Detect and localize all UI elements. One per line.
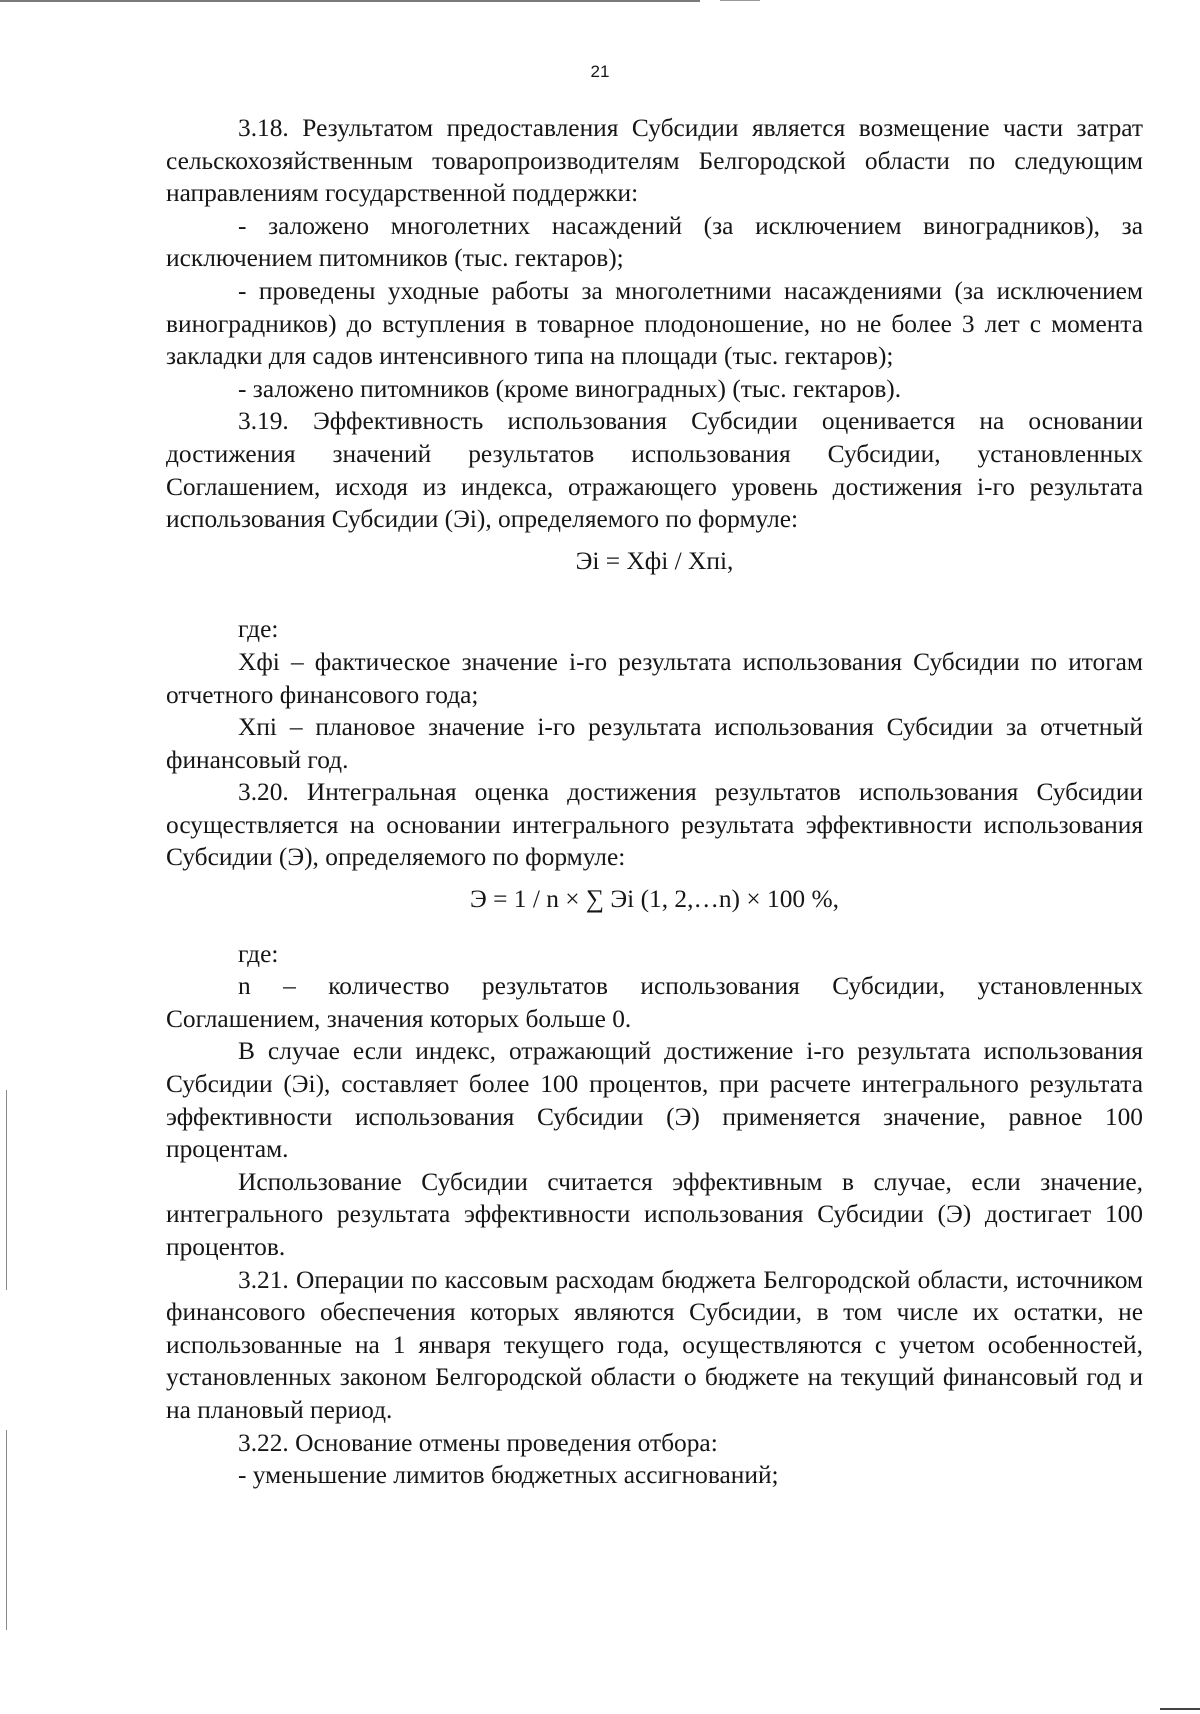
definition-n: n – количество результатов использования Субсидии, установленных Соглашением, значения которых больше 0.	[166, 972, 1143, 1033]
paragraph-3-18: 3.18. Результатом предоставления Субсидии является возмещение части затрат сельскохозяйственным товаропроизводителям Белгородской области по следующим направлениям государственной поддержки:	[166, 114, 1143, 208]
list-item-maintenance: - проведены уходные работы за многолетними насаждениями (за исключением виноградников) до вступления в товарное плодоношение, но не более 3 лет с момента закладки для садов интенсивного типа на площади (тыс. гектаров);	[166, 276, 1143, 371]
list-item-planting: - заложено многолетних насаждений (за исключением виноградников), за исключением питомников (тыс. гектаров);	[166, 211, 1143, 273]
scan-edge-line	[720, 0, 760, 1]
page-number: 21	[590, 62, 610, 81]
where-label: где:	[238, 615, 279, 644]
where-label: где:	[238, 939, 279, 968]
scan-edge-line	[6, 1430, 7, 1630]
paragraph-effective: Использование Субсидии считается эффективным в случае, если значение, интегрального результата эффективности использования Субсидии (Э) достигает 100 процентов.	[166, 1167, 1143, 1261]
formula-integral-estimate: Э = 1 / n × ∑ Эi (1, 2,…n) × 100 %,	[470, 885, 839, 914]
paragraph-3-22: 3.22. Основание отмены проведения отбора:	[238, 1428, 718, 1457]
paragraph-3-20: 3.20. Интегральная оценка достижения результатов использования Субсидии осуществляется на основании интегрального результата эффективности использования Субсидии (Э), определяемого по формуле:	[166, 778, 1143, 872]
scan-edge-line	[6, 1090, 7, 1290]
paragraph-over-100: В случае если индекс, отражающий достижение i-го результата использования Субсидии (Эi), составляет более 100 процентов, при расчете интегрального результата эффективности использования Субсидии (Э) применяется значение, равное 100 процентам.	[166, 1037, 1143, 1164]
scan-edge-line	[1160, 1708, 1200, 1710]
list-item-nurseries: - заложено питомников (кроме виноградных) (тыс. гектаров).	[238, 374, 902, 403]
document-body	[166, 112, 1143, 1492]
paragraph-3-21: 3.21. Операции по кассовым расходам бюджета Белгородской области, источником финансового обеспечения которых являются Субсидии, в том числе их остатки, не использованные на 1 января текущего года, осуществляются с учетом особенностей, установленных законом Белгородской области о бюджете на текущий финансовый год и на плановый период.	[166, 1265, 1143, 1424]
scan-edge-line	[0, 0, 700, 2]
list-item-limits: - уменьшение лимитов бюджетных ассигнований;	[238, 1461, 779, 1490]
definition-actual-value: Хфi – фактическое значение i-го результата использования Субсидии по итогам отчетного финансового года;	[166, 647, 1143, 709]
paragraph-3-19: 3.19. Эффективность использования Субсидии оценивается на основании достижения значений результатов использования Субсидии, установленных Соглашением, исходя из индекса, отражающего уровень достижения i-го результата использования Субсидии (Эi), определяемого по формуле:	[166, 407, 1143, 534]
definition-planned-value: Хпi – плановое значение i-го результата использования Субсидии за отчетный финансовый год.	[166, 713, 1143, 774]
formula-efficiency-index: Эi = Хфi / Хпi,	[575, 546, 734, 575]
